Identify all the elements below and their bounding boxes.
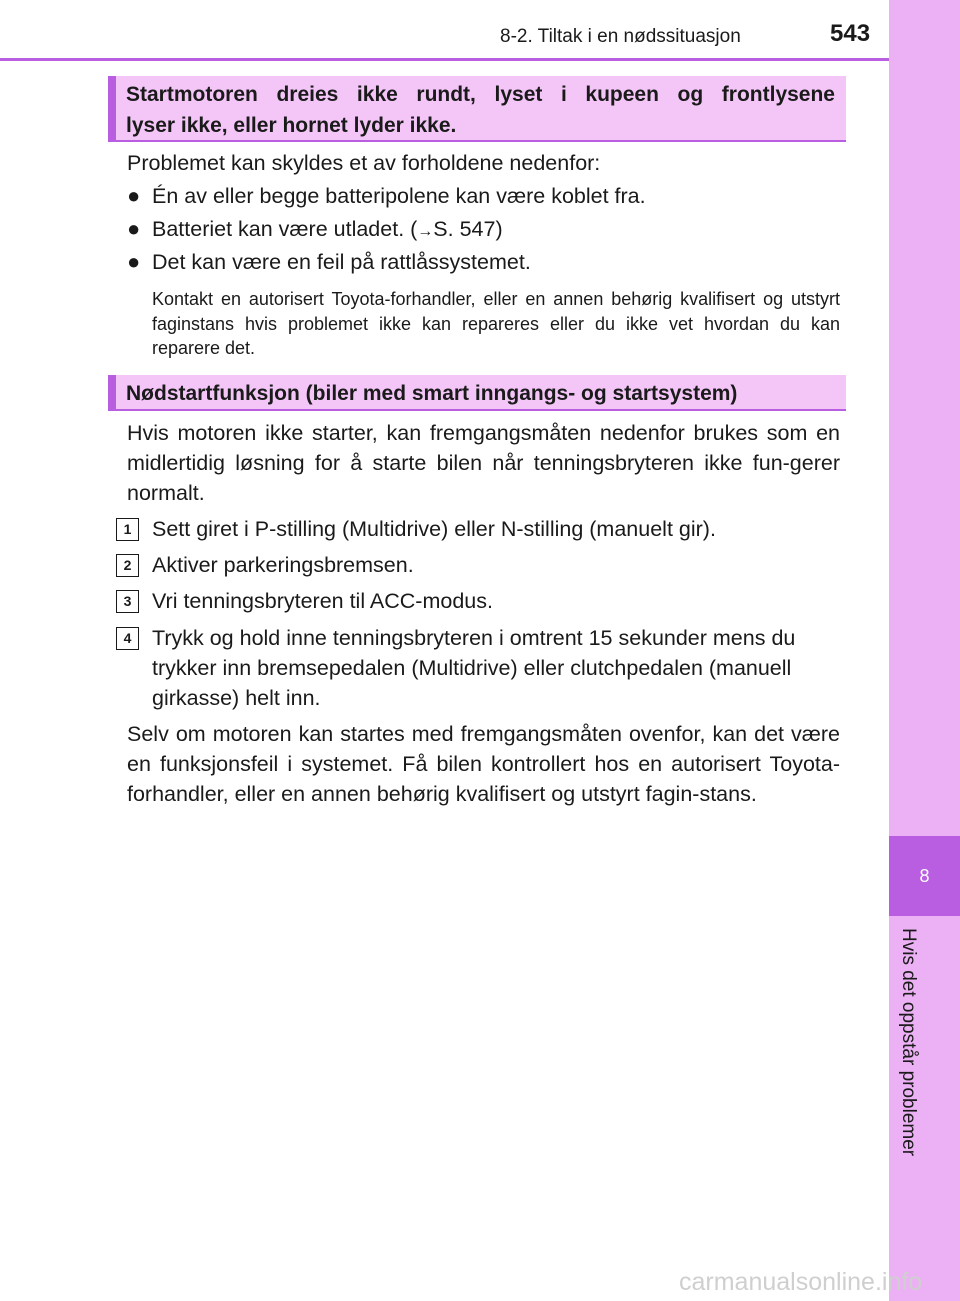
step-number-badge: 4 xyxy=(116,627,139,650)
step-number-badge: 3 xyxy=(116,590,139,613)
page-reference-link[interactable]: S. 547) xyxy=(433,217,503,241)
step-text: Trykk og hold inne tenningsbryteren i omtrent 15 sekunder mens du trykker inn bremsepedalen (Multidrive) eller clutchpedalen (manuell girkasse) helt inn. xyxy=(152,626,796,710)
chapter-number: 8 xyxy=(919,865,930,886)
step-number-badge: 2 xyxy=(116,554,139,577)
heading-line-1: Startmotoren dreies ikke rundt, lyset i kupeen og frontlysene xyxy=(126,83,835,106)
bullet-text: Det kan være en feil på rattlåssystemet. xyxy=(152,250,531,274)
chapter-title-tab xyxy=(897,928,921,1188)
bullet-text: Batteriet kan være utladet. ( xyxy=(152,217,418,241)
heading-line-2: lyser ikke, eller hornet lyder ikke. xyxy=(126,114,457,137)
list-item xyxy=(127,181,840,211)
step-item xyxy=(116,623,840,713)
header-section-title: 8-2. Tiltak i en nødssituasjon xyxy=(500,26,741,47)
step-item xyxy=(116,550,840,580)
arrow-right-icon: → xyxy=(417,223,434,240)
chapter-number-tab[interactable] xyxy=(889,836,960,916)
bullet-text: Én av eller begge batteripolene kan være koblet fra. xyxy=(152,184,646,208)
heading-text: Nødstartfunksjon (biler med smart inngangs- og startsystem) xyxy=(126,382,738,405)
step-text: Sett giret i P-stilling (Multidrive) eller N-stilling (manuelt gir). xyxy=(152,517,716,541)
step-number-badge: 1 xyxy=(116,518,139,541)
bullet-icon: ● xyxy=(127,249,141,274)
watermark: carmanualsonline.info xyxy=(679,1268,923,1296)
bullet-icon: ● xyxy=(127,216,141,241)
header-divider xyxy=(0,58,889,61)
section-heading-emergency-start xyxy=(108,375,846,411)
bullet-icon: ● xyxy=(127,183,141,208)
section-heading-starter xyxy=(108,76,846,142)
page-number: 543 xyxy=(830,20,871,47)
list-item xyxy=(127,247,840,277)
section1-intro: Problemet kan skyldes et av forholdene nedenfor: xyxy=(127,151,601,175)
chapter-title: Hvis det oppstår problemer xyxy=(898,928,919,1157)
step-text: Aktiver parkeringsbremsen. xyxy=(152,553,414,577)
dealer-note: Kontakt en autorisert Toyota-forhandler, eller en annen behørig kvalifisert og utstyrt faginstans hvis problemet ikke kan repareres eller du ikke vet hvordan du kan reparere det. xyxy=(152,289,840,358)
section2-intro: Hvis motoren ikke starter, kan fremgangsmåten nedenfor brukes som en midlertidig løsning for å starte bilen når tenningsbryteren ikke fun-gerer normalt. xyxy=(127,421,840,505)
step-item xyxy=(116,586,840,616)
list-item xyxy=(127,214,840,247)
step-item xyxy=(116,514,840,544)
section2-outro: Selv om motoren kan startes med fremgangsmåten ovenfor, kan det være en funksjonsfeil i systemet. Få bilen kontrollert hos en autorisert Toyota-forhandler, eller en annen behørig kvalifisert og utstyrt fagin-stans. xyxy=(127,722,840,806)
step-text: Vri tenningsbryteren til ACC-modus. xyxy=(152,589,493,613)
